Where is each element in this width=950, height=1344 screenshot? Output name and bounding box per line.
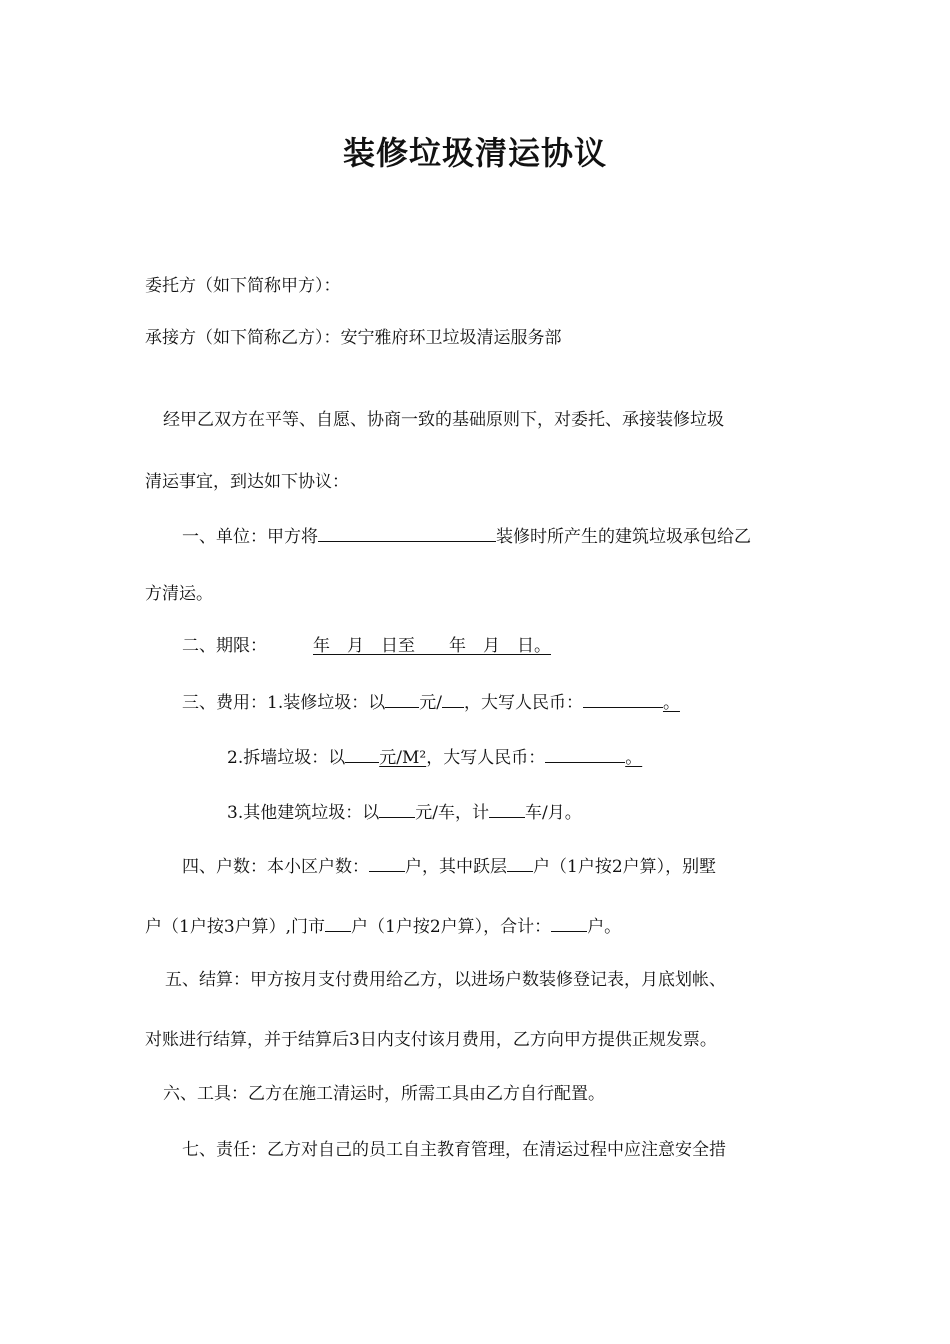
section-3-line-1 [182, 688, 680, 715]
households-text-d: 户（1户按3户算）,门市 [145, 917, 326, 937]
fee-1-amount-blank[interactable] [583, 688, 663, 708]
section-1-text-b: 装修时所产生的建筑垃圾承包给乙 [496, 527, 751, 547]
section-1-line [182, 522, 751, 549]
fee-3-text-b: 元/车，计 [415, 803, 489, 823]
fee-3-text-a: 3.其他建筑垃圾：以 [227, 803, 380, 823]
section-1-text-a: 一、单位：甲方将 [182, 527, 318, 547]
fee-2-text-c: ，大写人民币： [426, 748, 546, 768]
section-4-line-1 [182, 852, 716, 879]
households-text-b: 户，其中跃层 [405, 857, 507, 877]
fee-3-price-blank[interactable] [379, 798, 415, 818]
section-2-label: 二、期限： [182, 636, 267, 656]
section-3-line-2 [227, 743, 642, 770]
fee-2-text-a: 2.拆墙垃圾：以 [227, 748, 346, 768]
fee-3-count-blank[interactable] [489, 798, 525, 818]
fee-2-period: 。 [625, 748, 643, 768]
section-4-line-2 [145, 912, 621, 939]
section-5-line-1: 五、结算：甲方按月支付费用给乙方，以进场户数装修登记表，月底划帐、 [165, 970, 726, 990]
document-title: 装修垃圾清运协议 [342, 134, 607, 172]
storefront-blank[interactable] [325, 912, 351, 932]
households-total-blank[interactable] [369, 852, 405, 872]
fee-3-text-c: 车/月。 [524, 803, 582, 823]
fee-1-unit-blank[interactable] [442, 688, 464, 708]
intro-line-1: 经甲乙双方在平等、自愿、协商一致的基础原则下，对委托、承接装修垃圾 [163, 410, 724, 430]
section-6-line: 六、工具：乙方在施工清运时，所需工具由乙方自行配置。 [163, 1084, 605, 1104]
fee-2-amount-blank[interactable] [545, 743, 625, 763]
party-b-line: 承接方（如下简称乙方）：安宁雅府环卫垃圾清运服务部 [145, 328, 562, 348]
households-text-c: 户（1户按2户算），别墅 [533, 857, 717, 877]
section-7-line: 七、责任：乙方对自己的员工自主教育管理，在清运过程中应注意安全措 [182, 1140, 726, 1160]
section-5-line-2: 对账进行结算，并于结算后3日内支付该月费用，乙方向甲方提供正规发票。 [145, 1030, 717, 1050]
fee-2-text-b: 元/ [379, 748, 402, 768]
intro-line-2: 清运事宜，到达如下协议： [145, 472, 349, 492]
households-text-e: 户（1户按2户算），合计： [351, 917, 552, 937]
fee-1-price-blank[interactable] [385, 688, 419, 708]
party-a-line: 委托方（如下简称甲方）： [145, 276, 341, 296]
section-3-line-3 [227, 798, 582, 825]
households-text-f: 户。 [587, 917, 622, 937]
fee-1-text-a: 三、费用：1.装修垃圾：以 [182, 693, 386, 713]
fee-1-text-c: ，大写人民币： [463, 693, 583, 713]
fee-1-text-b: 元/ [419, 693, 442, 713]
section-2-line [182, 634, 557, 658]
households-text-a: 四、户数：本小区户数： [182, 857, 369, 877]
fee-2-price-blank[interactable] [345, 743, 379, 763]
households-sum-blank[interactable] [551, 912, 587, 932]
unit-blank[interactable] [318, 522, 496, 542]
duplex-blank[interactable] [507, 852, 533, 872]
fee-2-unit: M² [401, 748, 427, 768]
period-field[interactable]: 年 月 日至 年 月 日。 [313, 636, 551, 656]
fee-1-period: 。 [662, 693, 680, 713]
section-1-line-2: 方清运。 [145, 584, 213, 604]
